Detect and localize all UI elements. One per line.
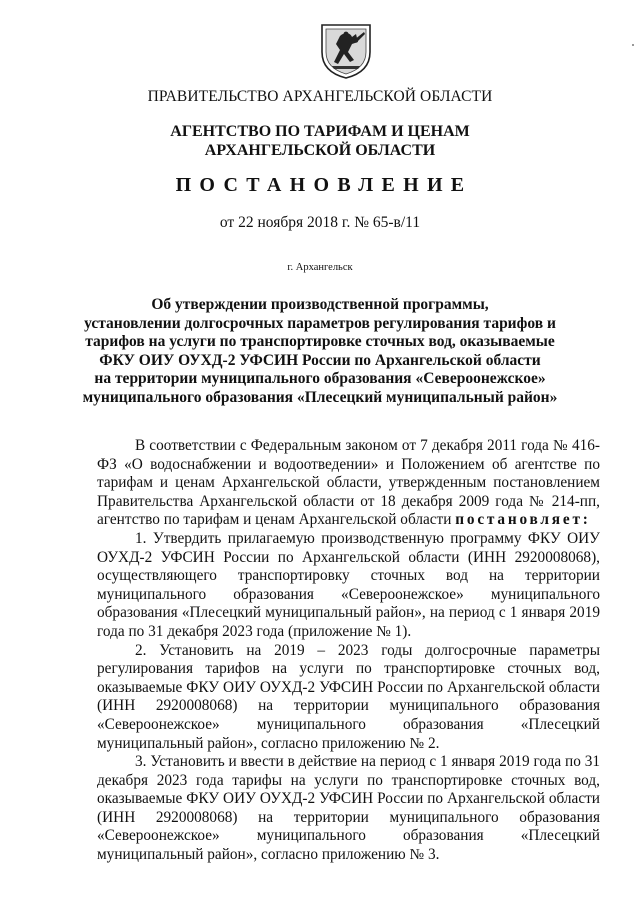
preamble-paragraph [97,437,600,530]
title-line: муниципального образования «Плесецкий муниципальный район» [82,388,558,406]
coat-of-arms-emblem [318,22,374,80]
document-date-number: от 22 ноября 2018 г. № 65-в/11 [219,214,421,231]
document-type: ПОСТАНОВЛЕНИЕ [175,174,473,196]
title-line: тарифов на услуги по транспортировке сточных вод, оказываемые [85,333,555,350]
document-city: г. Архангельск [287,262,353,273]
document-title [0,296,640,407]
scan-speck [632,44,634,46]
resolves-word: постановляет: [455,511,591,529]
title-line: ФКУ ОИУ ОУХД-2 УФСИН России по Архангельской области [99,351,541,369]
agency-line-2: АРХАНГЕЛЬСКОЙ ОБЛАСТИ [204,142,436,159]
agency-name [0,122,640,160]
clause-2: 2. Установить на 2019 – 2023 годы долгосрочные параметры регулирования тарифов на услуги по транспортировке сточных вод, оказываемые ФКУ ОИУ ОУХД-2 УФСИН России по Архангельской области (ИНН 2920008068) на территории муниципального образования «Североонежское» муниципального образования «Плесецкий муниципальный район», согласно приложению № 2. [97,641,600,752]
government-name: ПРАВИТЕЛЬСТВО АРХАНГЕЛЬСКОЙ ОБЛАСТИ [147,88,493,105]
title-line: установлении долгосрочных параметров регулирования тарифов и [84,314,556,332]
agency-line-1: АГЕНТСТВО ПО ТАРИФАМ И ЦЕНАМ [170,123,470,140]
clause-1: 1. Утвердить прилагаемую производственную программу ФКУ ОИУ ОУХД-2 УФСИН России по Архангельской области (ИНН 2920008068), осуществляющего транспортировку сточных вод на территории муниципального образования «Североонежское» муниципального образования «Плесецкий муниципальный район», на период с 1 января 2019 года по 31 декабря 2023 года (приложение № 1). [97,529,600,640]
preamble-text: В соответствии с Федеральным законом от 7 декабря 2011 года № 416-ФЗ «О водоснабжении и водоотведении» и Положением об агентстве по тарифам и ценам Архангельской области, утвержденным постановлением Правительства Архангельской области от 18 декабря 2009 года № 214-пп, агентство по тарифам и ценам Архангельской области [97,437,600,529]
title-line: на территории муниципального образования «Североонежское» [94,370,546,387]
title-line: Об утверждении производственной программы, [151,296,489,313]
clause-3: 3. Установить и ввести в действие на период с 1 января 2019 года по 31 декабря 2023 года тарифы на услуги по транспортировке сточных вод, оказываемые ФКУ ОИУ ОУХД-2 УФСИН России по Архангельской области (ИНН 2920008068) на территории муниципального образования «Североонежское» муниципального образования «Плесецкий муниципальный район», согласно приложению № 3. [97,753,600,864]
document-body [97,437,600,865]
